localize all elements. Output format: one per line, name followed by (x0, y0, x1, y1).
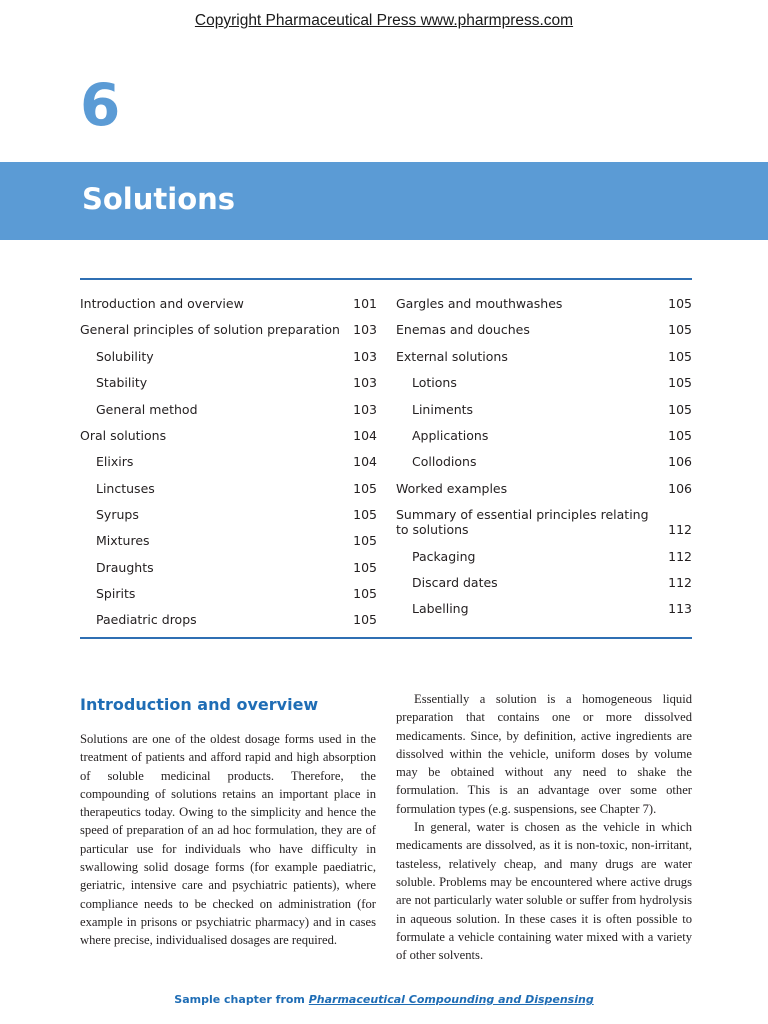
toc-entry-page: 105 (668, 322, 692, 337)
toc-entry-page: 101 (353, 296, 377, 311)
toc-entry-label: Elixirs (96, 454, 134, 469)
toc-entry-label: General principles of solution preparation (80, 322, 340, 337)
toc-entry-label: Liniments (412, 402, 474, 417)
toc-entry-label: Collodions (412, 454, 477, 469)
toc-entry-page: 105 (353, 507, 377, 522)
chapter-title: Solutions (82, 182, 236, 216)
toc-entry-page: 105 (353, 481, 377, 496)
toc-entry-page: 103 (353, 375, 377, 390)
toc-entry-page: 105 (668, 296, 692, 311)
toc-entry-page: 104 (353, 428, 377, 443)
toc-entry-label: Worked examples (396, 481, 508, 496)
body-right-column (396, 690, 692, 964)
toc-entry-label: Solubility (96, 349, 154, 364)
toc-entry-label-continued: to solutions (396, 522, 469, 537)
toc-entry-page: 113 (668, 601, 692, 616)
section-heading: Introduction and overview (80, 695, 319, 714)
toc-entry-label: Enemas and douches (396, 322, 530, 337)
chapter-title-band (0, 162, 768, 240)
toc-entry-label: Labelling (412, 601, 469, 616)
toc-entry-page: 105 (668, 349, 692, 364)
toc-entry-label: Packaging (412, 549, 476, 564)
toc-entry-label: Applications (412, 428, 489, 443)
toc-entry-label: Spirits (96, 586, 136, 601)
toc-entry-page: 112 (668, 522, 692, 537)
toc-entry-label: External solutions (396, 349, 508, 364)
toc-entry-label: Summary of essential principles relating (396, 507, 649, 522)
table-of-contents (80, 278, 692, 639)
toc-entry-page: 105 (353, 533, 377, 548)
toc-entry-page: 112 (668, 549, 692, 564)
toc-entry-label: Gargles and mouthwashes (396, 296, 563, 311)
toc-entry-page: 106 (668, 481, 692, 496)
toc-entry-label: Stability (96, 375, 148, 390)
body-left-column (80, 690, 376, 950)
body-paragraph: In general, water is chosen as the vehicle in which medicaments are dissolved, as it is non-toxic, non-irritant, tasteless, relatively cheap, and many drugs are water soluble. Problems may be encountered where active drugs are not particularly water soluble or suffer from hydrolysis in aqueous solution. In these cases it is often possible to formulate a vehicle containing water mixed with a variety of other solvents. (396, 820, 692, 963)
toc-entry-page: 103 (353, 322, 377, 337)
toc-entry-page: 105 (353, 586, 377, 601)
body-paragraph: Essentially a solution is a homogeneous liquid preparation that contains one or more dissolved medicaments. Since, by definition, active ingredients are dissolved within the vehicle, uniform doses by volume may be obtained without any need to shake the formulation. This is an advantage over some other formulation types (e.g. suspensions, see Chapter 7). (396, 692, 692, 816)
toc-entry-page: 105 (668, 428, 692, 443)
toc-entry-label: Draughts (96, 560, 154, 575)
toc-entry-page: 106 (668, 454, 692, 469)
toc-entry-page: 105 (353, 560, 377, 575)
footer-sample-notice (0, 993, 768, 1006)
toc-entry-label: Lotions (412, 375, 457, 390)
toc-entry-page: 104 (353, 454, 377, 469)
toc-entry-page: 105 (668, 375, 692, 390)
toc-entry-label: General method (96, 402, 198, 417)
toc-entry-label: Discard dates (412, 575, 498, 590)
copyright-notice[interactable]: Copyright Pharmaceutical Press www.pharmpress.com (194, 12, 574, 29)
toc-entry-label: Paediatric drops (96, 612, 197, 627)
toc-entry-label: Linctuses (96, 481, 155, 496)
chapter-number: 6 (80, 71, 121, 139)
footer-prefix: Sample chapter from (174, 993, 309, 1006)
toc-entry-page: 105 (353, 612, 377, 627)
toc-entry-page: 112 (668, 575, 692, 590)
toc-entry-page: 103 (353, 349, 377, 364)
body-paragraph: Solutions are one of the oldest dosage forms used in the treatment of patients and afford rapid and high absorption of soluble medicinal products. Therefore, the compounding of solutions retains an important place in therapeutics today. Owing to the simplicity and hence the speed of preparation of an ad hoc formulation, they are of particular use for individuals who have difficulty in swallowing solid dosage forms (for example paediatric, geriatric, intensive care and psychiatric patients), where compliance needs to be checked on administration (for example in prisons or psychiatric pharmacy) and in cases where precise, individualised dosages are required. (80, 732, 376, 948)
book-title-link[interactable]: Pharmaceutical Compounding and Dispensing (308, 993, 594, 1006)
toc-entry-label: Introduction and overview (80, 296, 244, 311)
toc-entry-page: 105 (668, 402, 692, 417)
toc-entry-page: 103 (353, 402, 377, 417)
toc-entry-label: Mixtures (96, 533, 150, 548)
toc-entry-label: Oral solutions (80, 428, 167, 443)
toc-entry-label: Syrups (96, 507, 139, 522)
